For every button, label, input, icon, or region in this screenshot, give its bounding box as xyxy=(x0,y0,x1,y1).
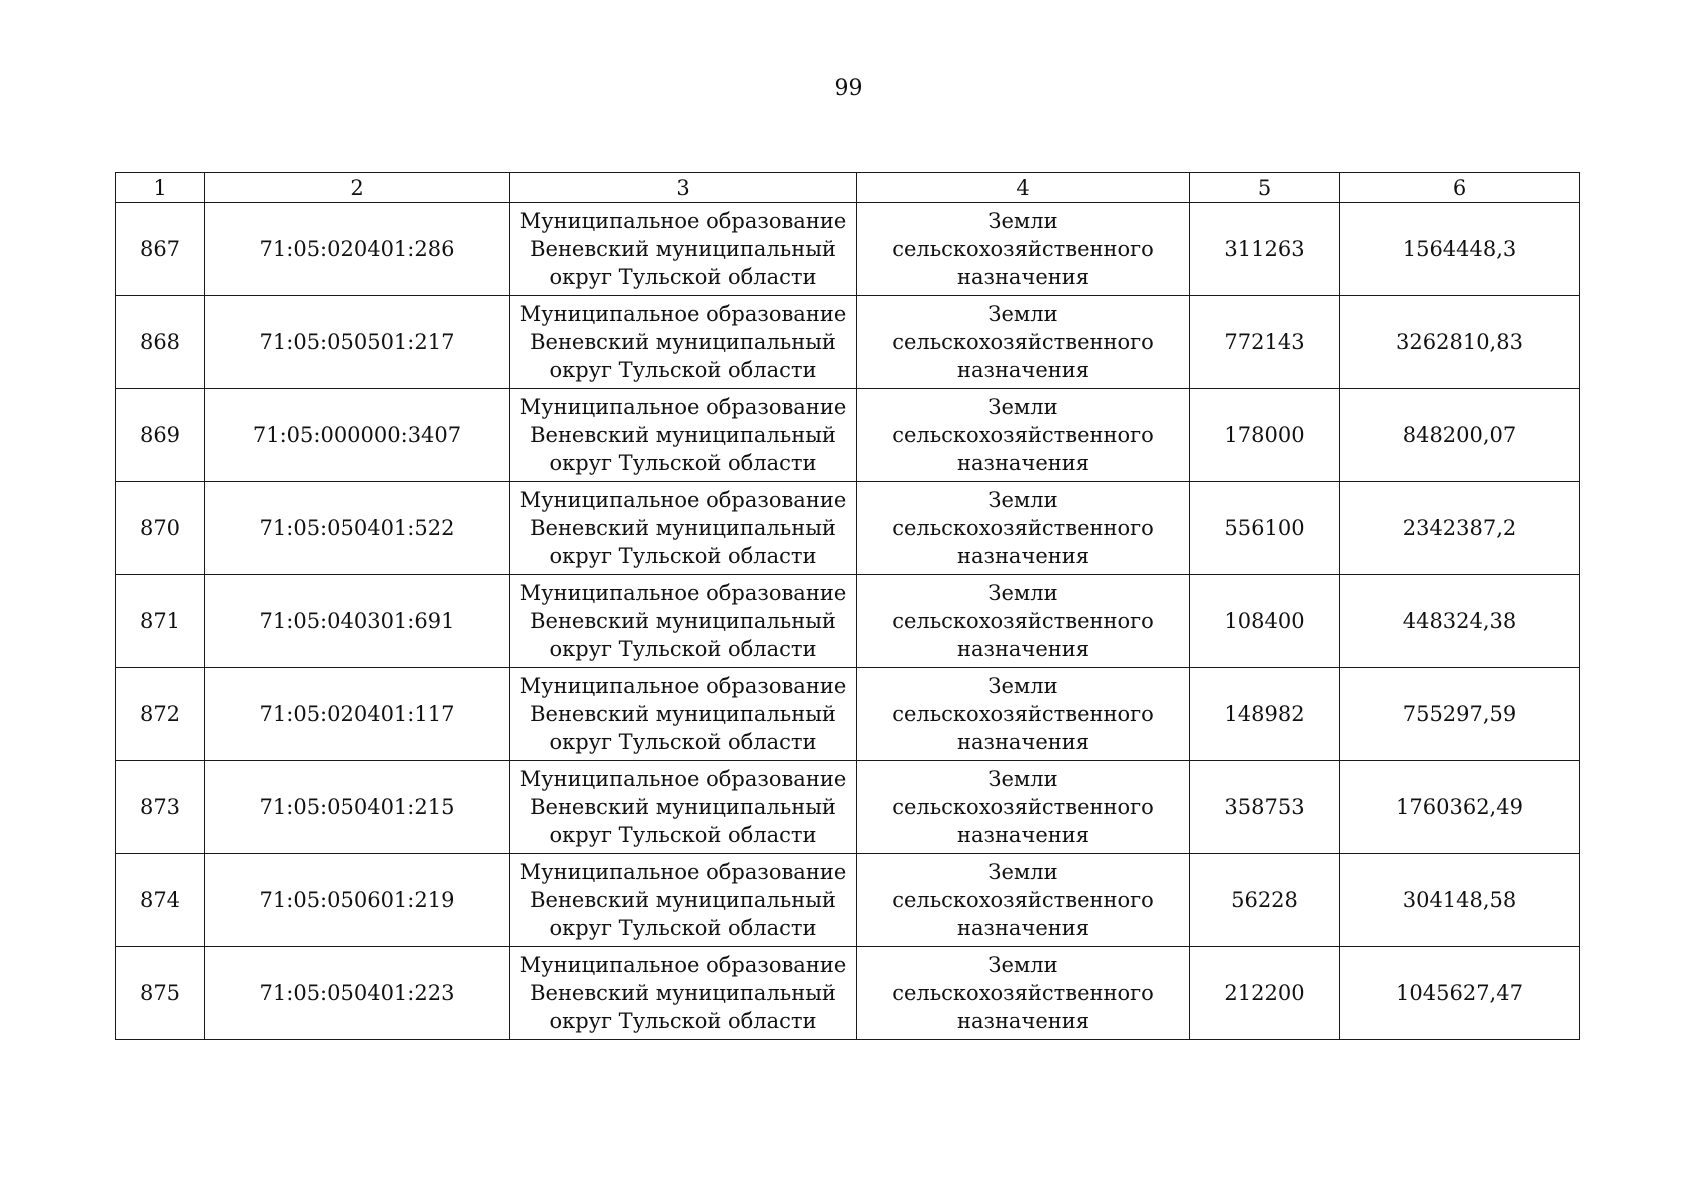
owner-line: Веневский муниципальный xyxy=(530,888,836,912)
cadastral-value-cell: 304148,58 xyxy=(1340,854,1580,947)
category-line: сельскохозяйственного xyxy=(892,330,1154,354)
owner-line: Веневский муниципальный xyxy=(530,981,836,1005)
owner-line: Веневский муниципальный xyxy=(530,609,836,633)
category-line: назначения xyxy=(956,544,1090,568)
table-row xyxy=(116,296,1580,389)
category-line: сельскохозяйственного xyxy=(892,516,1154,540)
cadastral-number-cell: 71:05:050401:223 xyxy=(205,947,510,1040)
category-line: Земли xyxy=(988,581,1058,605)
area-cell: 148982 xyxy=(1190,668,1340,761)
owner-line: Веневский муниципальный xyxy=(530,516,836,540)
row-number-cell: 868 xyxy=(116,296,205,389)
land-category-cell xyxy=(857,389,1190,482)
owner-line: округ Тульской области xyxy=(549,916,817,940)
column-header: 4 xyxy=(857,173,1190,203)
area-cell: 556100 xyxy=(1190,482,1340,575)
owner-line: Веневский муниципальный xyxy=(530,795,836,819)
owner-line: Муниципальное образование xyxy=(519,674,847,698)
category-line: сельскохозяйственного xyxy=(892,888,1154,912)
owner-line: Веневский муниципальный xyxy=(530,330,836,354)
owner-line: округ Тульской области xyxy=(549,823,817,847)
owner-line: Муниципальное образование xyxy=(519,953,847,977)
owner-cell xyxy=(510,482,857,575)
column-header: 3 xyxy=(510,173,857,203)
cadastral-value-cell: 2342387,2 xyxy=(1340,482,1580,575)
cadastral-number-cell: 71:05:000000:3407 xyxy=(205,389,510,482)
row-number-cell: 870 xyxy=(116,482,205,575)
owner-cell xyxy=(510,761,857,854)
category-line: сельскохозяйственного xyxy=(892,609,1154,633)
table-row xyxy=(116,761,1580,854)
cadastral-value-cell: 848200,07 xyxy=(1340,389,1580,482)
table-row xyxy=(116,854,1580,947)
cadastral-number-cell: 71:05:050401:215 xyxy=(205,761,510,854)
category-line: Земли xyxy=(988,860,1058,884)
row-number-cell: 872 xyxy=(116,668,205,761)
area-cell: 358753 xyxy=(1190,761,1340,854)
area-cell: 108400 xyxy=(1190,575,1340,668)
category-line: назначения xyxy=(956,265,1090,289)
category-line: назначения xyxy=(956,916,1090,940)
category-line: Земли xyxy=(988,767,1058,791)
row-number-cell: 873 xyxy=(116,761,205,854)
table-row xyxy=(116,482,1580,575)
table-row xyxy=(116,203,1580,296)
land-category-cell xyxy=(857,203,1190,296)
table-row xyxy=(116,389,1580,482)
land-registry-table xyxy=(115,172,1580,1040)
area-cell: 311263 xyxy=(1190,203,1340,296)
column-header: 5 xyxy=(1190,173,1340,203)
land-category-cell xyxy=(857,482,1190,575)
owner-line: Муниципальное образование xyxy=(519,767,847,791)
cadastral-number-cell: 71:05:040301:691 xyxy=(205,575,510,668)
area-cell: 772143 xyxy=(1190,296,1340,389)
owner-cell xyxy=(510,575,857,668)
cadastral-value-cell: 3262810,83 xyxy=(1340,296,1580,389)
category-line: Земли xyxy=(988,209,1058,233)
area-cell: 178000 xyxy=(1190,389,1340,482)
category-line: сельскохозяйственного xyxy=(892,237,1154,261)
table-row xyxy=(116,947,1580,1040)
owner-cell xyxy=(510,947,857,1040)
column-header: 2 xyxy=(205,173,510,203)
owner-cell xyxy=(510,203,857,296)
owner-line: округ Тульской области xyxy=(549,637,817,661)
owner-line: Веневский муниципальный xyxy=(530,702,836,726)
cadastral-number-cell: 71:05:050601:219 xyxy=(205,854,510,947)
cadastral-value-cell: 448324,38 xyxy=(1340,575,1580,668)
row-number-cell: 874 xyxy=(116,854,205,947)
owner-line: Муниципальное образование xyxy=(519,302,847,326)
table-header-row xyxy=(116,173,1580,203)
owner-line: Веневский муниципальный xyxy=(530,237,836,261)
owner-line: Муниципальное образование xyxy=(519,209,847,233)
owner-cell xyxy=(510,296,857,389)
row-number-cell: 875 xyxy=(116,947,205,1040)
page-number: 99 xyxy=(834,76,863,101)
owner-line: округ Тульской области xyxy=(549,730,817,754)
owner-line: Муниципальное образование xyxy=(519,488,847,512)
owner-line: Веневский муниципальный xyxy=(530,423,836,447)
owner-line: округ Тульской области xyxy=(549,1009,817,1033)
category-line: сельскохозяйственного xyxy=(892,981,1154,1005)
owner-cell xyxy=(510,389,857,482)
area-cell: 56228 xyxy=(1190,854,1340,947)
land-category-cell xyxy=(857,947,1190,1040)
cadastral-number-cell: 71:05:050501:217 xyxy=(205,296,510,389)
owner-line: округ Тульской области xyxy=(549,358,817,382)
table-row xyxy=(116,668,1580,761)
owner-line: Муниципальное образование xyxy=(519,581,847,605)
owner-cell xyxy=(510,668,857,761)
row-number-cell: 871 xyxy=(116,575,205,668)
row-number-cell: 867 xyxy=(116,203,205,296)
category-line: Земли xyxy=(988,395,1058,419)
category-line: Земли xyxy=(988,674,1058,698)
cadastral-value-cell: 1045627,47 xyxy=(1340,947,1580,1040)
owner-line: округ Тульской области xyxy=(549,265,817,289)
category-line: сельскохозяйственного xyxy=(892,423,1154,447)
cadastral-number-cell: 71:05:050401:522 xyxy=(205,482,510,575)
land-category-cell xyxy=(857,296,1190,389)
category-line: назначения xyxy=(956,637,1090,661)
area-cell: 212200 xyxy=(1190,947,1340,1040)
category-line: назначения xyxy=(956,1009,1090,1033)
land-category-cell xyxy=(857,668,1190,761)
category-line: назначения xyxy=(956,451,1090,475)
cadastral-value-cell: 1760362,49 xyxy=(1340,761,1580,854)
land-category-cell xyxy=(857,761,1190,854)
column-header: 6 xyxy=(1340,173,1580,203)
category-line: назначения xyxy=(956,823,1090,847)
cadastral-number-cell: 71:05:020401:286 xyxy=(205,203,510,296)
owner-line: Муниципальное образование xyxy=(519,860,847,884)
cadastral-value-cell: 1564448,3 xyxy=(1340,203,1580,296)
category-line: сельскохозяйственного xyxy=(892,702,1154,726)
category-line: назначения xyxy=(956,730,1090,754)
row-number-cell: 869 xyxy=(116,389,205,482)
land-category-cell xyxy=(857,854,1190,947)
land-category-cell xyxy=(857,575,1190,668)
cadastral-number-cell: 71:05:020401:117 xyxy=(205,668,510,761)
category-line: сельскохозяйственного xyxy=(892,795,1154,819)
owner-line: Муниципальное образование xyxy=(519,395,847,419)
category-line: Земли xyxy=(988,953,1058,977)
owner-line: округ Тульской области xyxy=(549,451,817,475)
category-line: Земли xyxy=(988,488,1058,512)
category-line: назначения xyxy=(956,358,1090,382)
cadastral-value-cell: 755297,59 xyxy=(1340,668,1580,761)
column-header: 1 xyxy=(116,173,205,203)
category-line: Земли xyxy=(988,302,1058,326)
owner-cell xyxy=(510,854,857,947)
table-row xyxy=(116,575,1580,668)
owner-line: округ Тульской области xyxy=(549,544,817,568)
